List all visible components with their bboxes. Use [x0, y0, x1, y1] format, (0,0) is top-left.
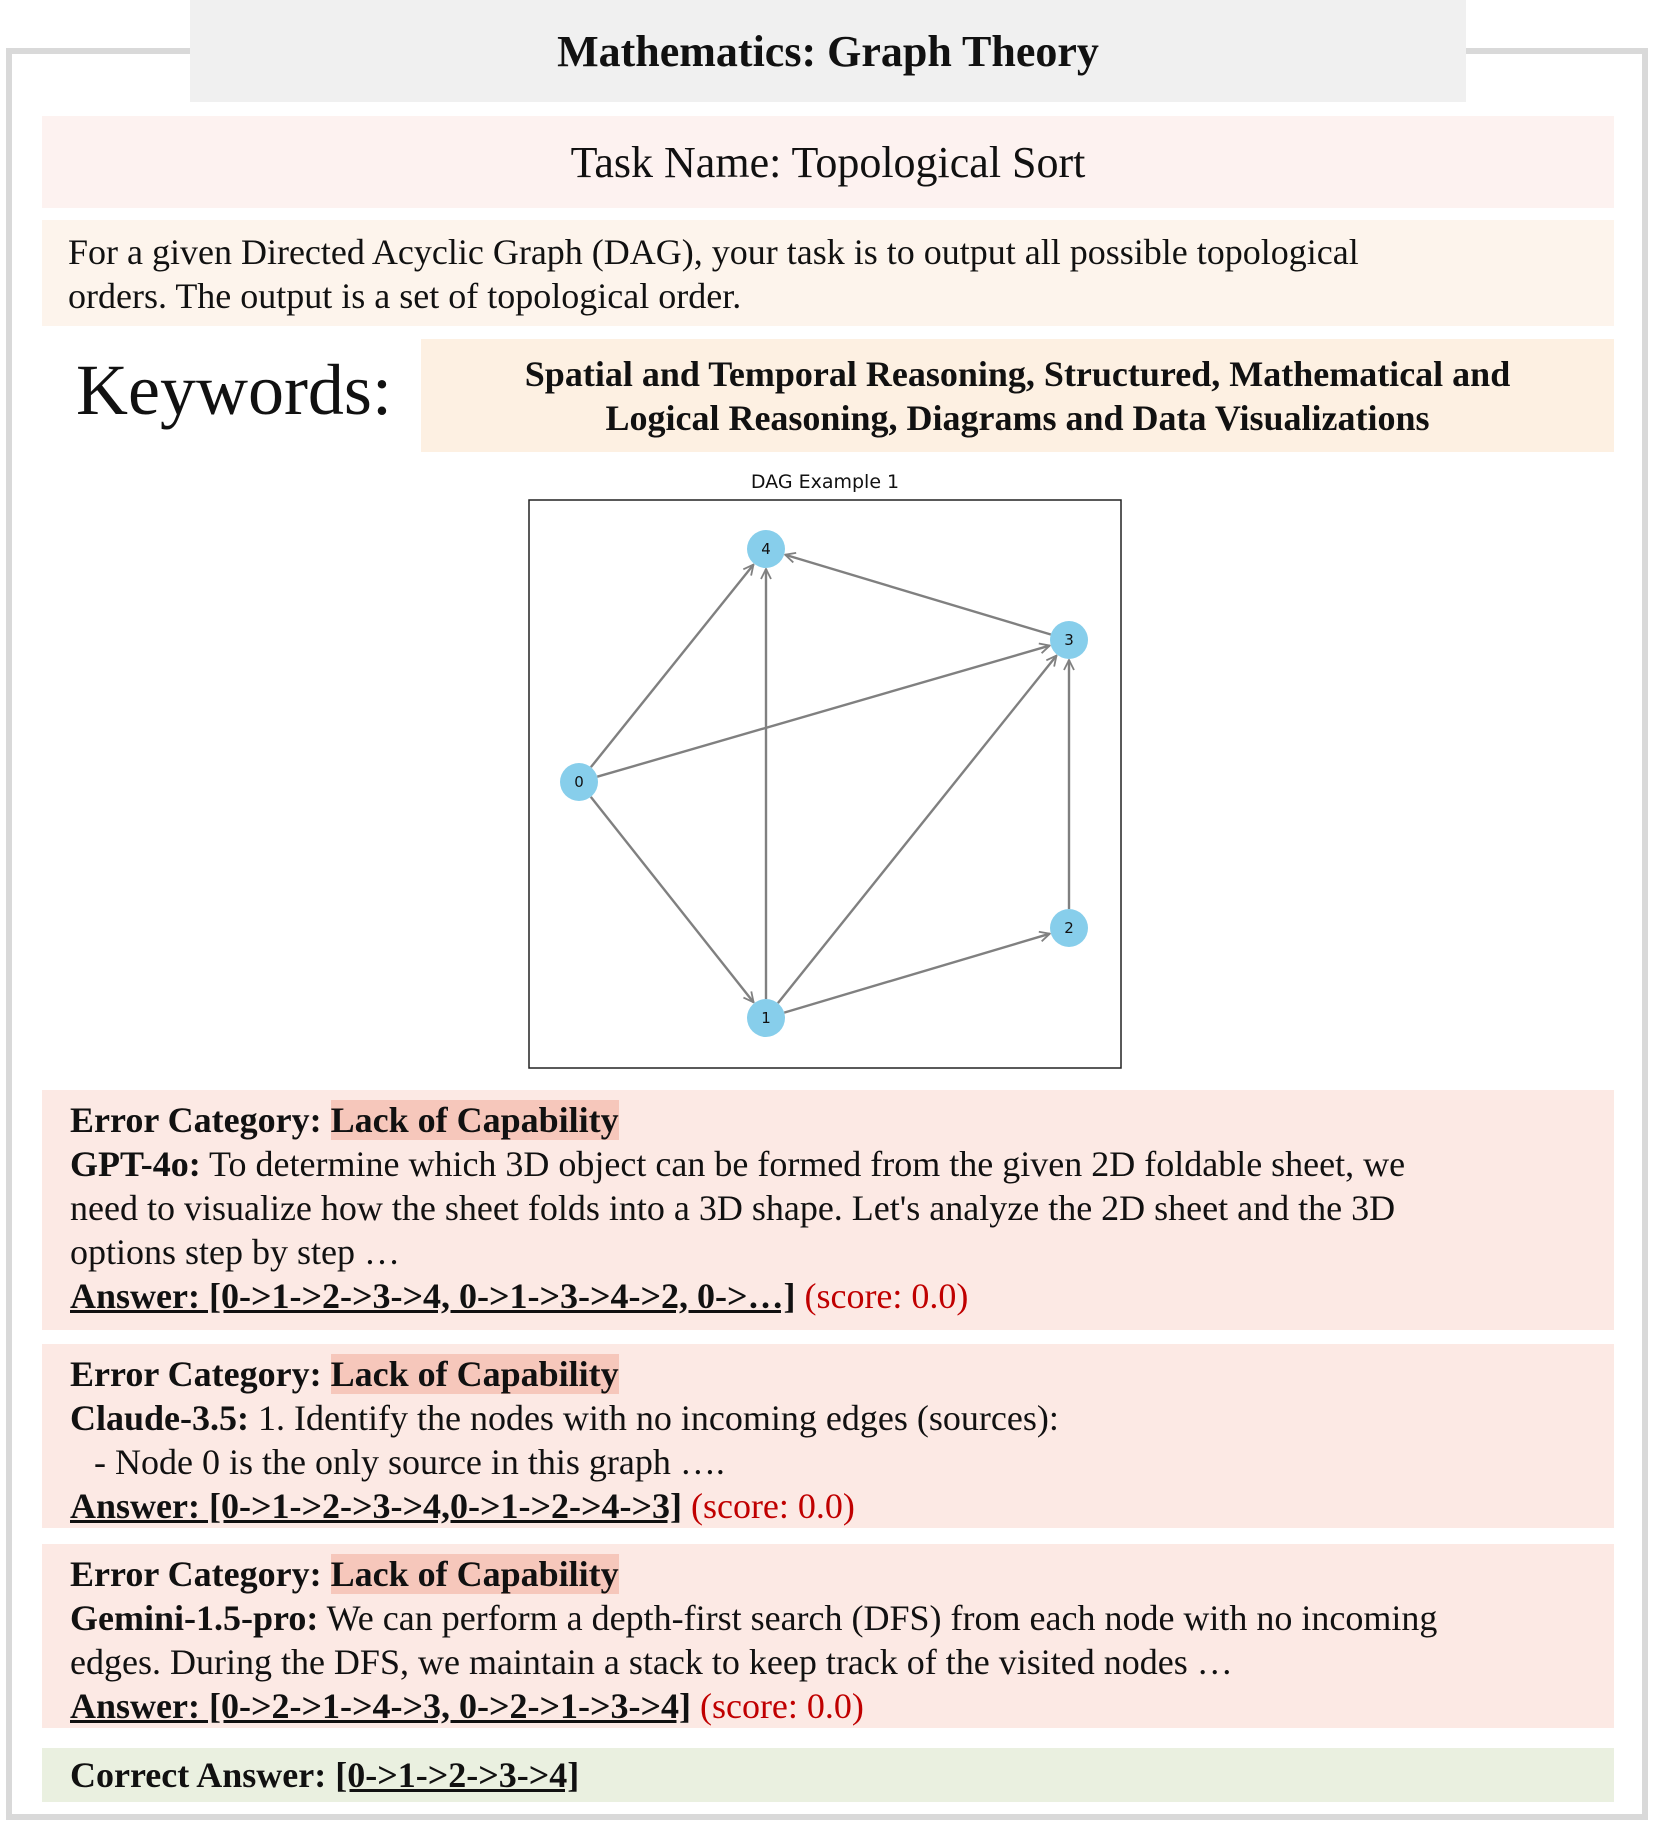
model-answer: Answer: [0->1->2->3->4,0->1->2->4->3] (score: 0.0) — [70, 1486, 855, 1526]
score: (score: 0.0) — [699, 1686, 864, 1726]
keywords-line: Spatial and Temporal Reasoning, Structured, Mathematical and — [524, 353, 1511, 394]
model-response-line: options step by step … — [70, 1232, 400, 1272]
model-response-line: edges. During the DFS, we maintain a stack to keep track of the visited nodes … — [70, 1642, 1233, 1682]
keywords-box — [421, 339, 1614, 452]
correct-answer-value: [0->1->2->3->4] — [335, 1755, 580, 1795]
graph-title: DAG Example 1 — [750, 471, 900, 493]
error-card-gpt4o — [42, 1090, 1614, 1330]
edge-0-1 — [591, 797, 754, 1002]
model-name: Claude-3.5: — [70, 1398, 249, 1438]
model-name: Gemini-1.5-pro: — [70, 1598, 319, 1638]
edge-0-3 — [597, 646, 1050, 777]
task-description — [42, 220, 1614, 326]
error-category: Error Category: Lack of Capability — [70, 1100, 619, 1140]
model-response-line: - Node 0 is the only source in this graph …. — [94, 1442, 725, 1482]
description-line: For a given Directed Acyclic Graph (DAG), your task is to output all possible topological — [68, 232, 1359, 272]
correct-answer: Correct Answer: [0->1->2->3->4] — [42, 1748, 1614, 1802]
error-category-value: Lack of Capability — [330, 1554, 619, 1594]
node-label-0: 0 — [574, 773, 584, 791]
error-category-value: Lack of Capability — [330, 1354, 619, 1394]
score: (score: 0.0) — [804, 1276, 969, 1316]
error-card-gemini — [42, 1544, 1614, 1728]
model-answer: Answer: [0->1->2->3->4, 0->1->3->4->2, 0->…] (score: 0.0) — [70, 1276, 969, 1316]
model-response: GPT-4o: To determine which 3D object can be formed from the given 2D foldable sheet, we — [70, 1144, 1406, 1184]
graph-frame — [529, 500, 1121, 1068]
edge-1-3 — [778, 656, 1057, 1004]
keywords-line: Logical Reasoning, Diagrams and Data Visualizations — [605, 397, 1430, 438]
edge-3-4 — [785, 555, 1051, 635]
error-card-claude — [42, 1344, 1614, 1528]
error-category-value: Lack of Capability — [330, 1100, 619, 1140]
model-response-line: need to visualize how the sheet folds into a 3D shape. Let's analyze the 2D sheet and the 3D — [70, 1188, 1396, 1228]
node-label-1: 1 — [761, 1009, 771, 1027]
description-line: orders. The output is a set of topological order. — [68, 276, 742, 316]
keywords-label: Keywords: — [76, 350, 392, 430]
model-answer: Answer: [0->2->1->4->3, 0->2->1->3->4] (score: 0.0) — [70, 1686, 864, 1726]
dag-diagram — [520, 466, 1140, 1086]
page-title: Mathematics: Graph Theory — [190, 0, 1466, 102]
model-name: GPT-4o: — [70, 1144, 201, 1184]
error-category: Error Category: Lack of Capability — [70, 1554, 619, 1594]
model-response: Gemini-1.5-pro: We can perform a depth-first search (DFS) from each node with no incoming — [70, 1598, 1438, 1638]
node-label-2: 2 — [1064, 919, 1074, 937]
task-name: Task Name: Topological Sort — [42, 116, 1614, 208]
node-label-3: 3 — [1064, 631, 1074, 649]
edge-0-4 — [591, 565, 754, 768]
model-response: Claude-3.5: 1. Identify the nodes with no incoming edges (sources): — [70, 1398, 1059, 1438]
node-label-4: 4 — [761, 540, 771, 558]
score: (score: 0.0) — [690, 1486, 855, 1526]
error-category: Error Category: Lack of Capability — [70, 1354, 619, 1394]
